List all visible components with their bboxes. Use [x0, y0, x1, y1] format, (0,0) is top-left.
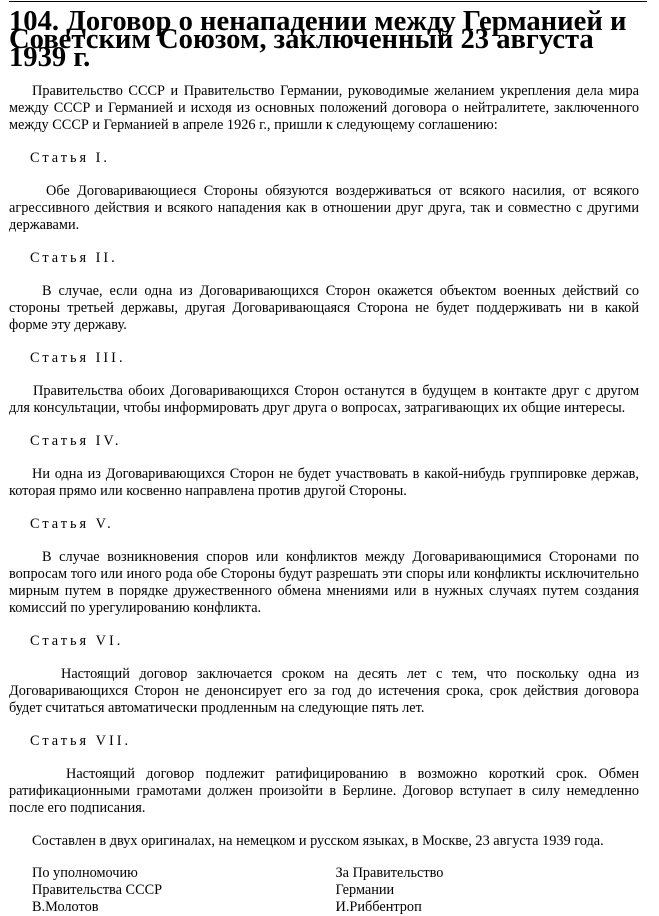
signature-name: В.Молотов — [32, 899, 99, 915]
article-heading: Статья III. — [30, 350, 126, 366]
preamble: Правительство СССР и Правительство Германии, руководимые желанием укрепления дела мира между СССР и Германией и исходя из основных положений договора о нейтралитете, заключенного между СССР и Германией в апреле 1926 г., пришли к следующему соглашению: — [9, 83, 639, 133]
signature-line: По уполномочию — [32, 865, 138, 881]
article-text: Настоящий договор заключается сроком на десять лет с тем, что поскольку одна из Договаривающихся Сторон не денонсирует его за год до истечения срока, срок действия договора будет считаться автоматически продленным на следующие пять лет. — [9, 666, 639, 716]
article-heading: Статья VI. — [30, 633, 124, 649]
article-text: Обе Договаривающиеся Стороны обязуются воздерживаться от всякого насилия, от всякого агрессивного действия и всякого нападения как в отношении друг друга, так и совместно с другими державами. — [9, 183, 639, 233]
signature-soviet — [32, 865, 336, 916]
article-heading: Статья V. — [30, 516, 114, 532]
article-heading: Статья I. — [30, 150, 110, 166]
article-text: В случае возникновения споров или конфликтов между Договаривающимися Сторонами по вопросам того или иного рода обе Стороны будут разрешать эти споры или конфликты исключительно мирным путем в порядке дружественного обмена мнениями или в нужных случаях путем создания комиссий по урегулированию конфликта. — [9, 549, 639, 616]
signature-name: И.Риббентроп — [335, 899, 422, 915]
signature-block — [9, 865, 639, 916]
article-heading: Статья II. — [30, 250, 118, 266]
closing-statement: Составлен в двух оригиналах, на немецком и русском языках, в Москве, 23 августа 1939 года. — [32, 833, 604, 849]
signature-line: Германии — [335, 882, 395, 898]
article-text: Настоящий договор подлежит ратифицированию в возможно короткий срок. Обмен ратификационными грамотами должен произойти в Берлине. Договор вступает в силу немедленно после его подписания. — [9, 766, 639, 816]
article-text: В случае, если одна из Договаривающихся Сторон окажется объектом военных действий со стороны третьей державы, другая Договаривающаяся Сторона не будет поддерживать ни в какой форме эту державу. — [9, 283, 639, 333]
document-title: 104. Договор о ненападении между Германией и Советским Союзом, заключенный 23 августа 1939 г. — [9, 6, 627, 73]
signature-german — [336, 865, 640, 916]
signature-line: Правительства СССР — [32, 882, 163, 898]
article-heading: Статья VII. — [30, 733, 132, 749]
article-text: Правительства обоих Договаривающихся Сторон останутся в будущем в контакте друг с другом для консультации, чтобы информировать друг друга о вопросах, затрагивающих их общие интересы. — [9, 383, 639, 416]
signature-line: За Правительство — [335, 865, 444, 881]
article-heading: Статья IV. — [30, 433, 122, 449]
top-rule — [9, 1, 647, 2]
document-body — [9, 6, 639, 916]
article-text: Ни одна из Договаривающихся Сторон не будет участвовать в какой-нибудь группировке держав, которая прямо или косвенно направлена против другой Стороны. — [9, 466, 639, 499]
